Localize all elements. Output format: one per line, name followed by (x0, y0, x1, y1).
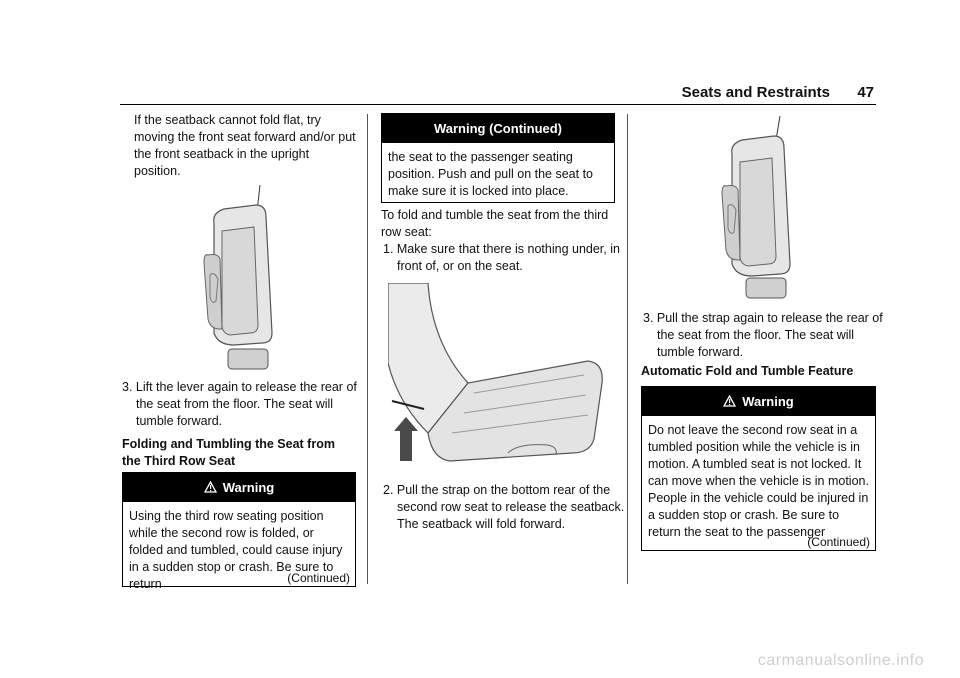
column-divider-1 (367, 114, 368, 584)
seat-strap-illustration (388, 283, 610, 463)
col1-warning-text: Using the third row seating position while the second row is folded, or folded and tumbled, could cause injury in a sudden stop or crash. Be sure to return (129, 509, 343, 591)
col1-subheading: Folding and Tumbling the Seat from the Third Row Seat (122, 437, 335, 468)
col2-warning-text: the seat to the passenger seating position. Push and pull on the seat to make sure it is locked into place. (388, 150, 594, 198)
col3-step-3: 3. Pull the strap again to release the rear of the seat from the floor. The seat will tumble forward. (643, 311, 883, 359)
warning-triangle-icon (204, 474, 217, 503)
col2-step-1: 1. Make sure that there is nothing under, in front of, or on the seat. (383, 242, 620, 273)
col2-warning-header: Warning (Continued) (382, 114, 614, 143)
col2-warning-cont-box (381, 113, 615, 203)
col3-warning-title: Warning (742, 394, 794, 409)
seat-folded-illustration-2 (712, 114, 802, 304)
col3-warning-text: Do not leave the second row seat in a tumbled position while the vehicle is in motion. A tumbled seat is not locked. It can move when the vehicle is in motion. People in the vehicle could be injured in a sudden stop or crash. Be sure to return the seat to the passenger (648, 423, 869, 539)
column-divider-2 (627, 114, 628, 584)
col3-subheading: Automatic Fold and Tumble Feature (641, 364, 854, 378)
col1-step-3: 3. Lift the lever again to release the rear of the seat from the floor. The seat will tumble forward. (122, 380, 357, 428)
col3-warning-box (641, 386, 876, 551)
col3-warning-continued: (Continued) (807, 535, 870, 549)
col1-warning-title: Warning (222, 480, 275, 495)
col1-warning-continued: (Continued) (287, 571, 350, 585)
col2-intro-text: To fold and tumble the seat from the third row seat: (381, 208, 609, 239)
section-title: Seats and Restraints (681, 84, 830, 101)
watermark: carmanualsonline.info (757, 652, 924, 669)
col3-warning-header (642, 387, 875, 416)
col2-step-2: 2. Pull the strap on the bottom rear of the second row seat to release the seatback. The seatback will fold forward. (383, 483, 625, 531)
col1-warning-header (123, 473, 355, 502)
col1-warning-box (122, 472, 356, 591)
seat-folded-illustration-1 (194, 183, 284, 373)
page-number: 47 (857, 84, 874, 101)
header-rule (120, 104, 876, 105)
col1-intro-text: If the seatback cannot fold flat, try moving the front seat forward and/or put the front seatback in the upright position. (134, 113, 356, 178)
warning-triangle-icon (723, 388, 736, 417)
